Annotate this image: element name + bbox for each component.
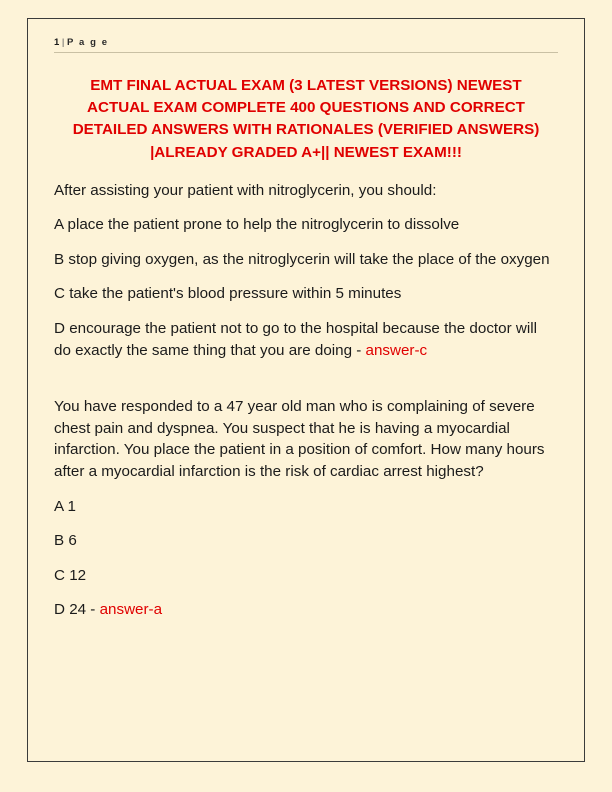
question-1-answer: answer-c — [365, 341, 428, 359]
question-1-stem: After assisting your patient with nitroglycerin, you should: — [54, 181, 437, 199]
question-2-stem: You have responded to a 47 year old man who is complaining of severe chest pain and dyspnea. You suspect that he is having a myocardial infarction. You place the patient in a position of comfort. How many hours after a myocardial infarction is the risk of cardiac arrest highest? — [54, 398, 545, 480]
question-2-option-d-text: D 24 - — [54, 601, 100, 619]
header-separator: | — [61, 37, 65, 48]
question-2-answer: answer-a — [99, 601, 163, 619]
page-content — [28, 19, 584, 621]
question-1-option-b: B stop giving oxygen, as the nitroglycerin will take the place of the oxygen — [54, 250, 550, 268]
section-gap — [54, 374, 558, 396]
document-title: EMT FINAL ACTUAL EXAM (3 LATEST VERSIONS) NEWEST ACTUAL EXAM COMPLETE 400 QUESTIONS AND CORRECT DETAILED ANSWERS WITH RATIONALES (VERIFIED ANSWERS) |ALREADY GRADED A+|| NEWEST EXAM!!! — [72, 77, 540, 161]
page-header — [54, 37, 558, 53]
question-2-option-a: A 1 — [54, 497, 76, 515]
question-2-option-c: C 12 — [54, 566, 87, 584]
header-page-number: 1 — [54, 37, 60, 48]
document-page — [27, 18, 585, 762]
question-2-option-d — [54, 599, 558, 621]
question-1-option-a: A place the patient prone to help the nitroglycerin to dissolve — [54, 216, 460, 234]
question-1-option-c: C take the patient's blood pressure within 5 minutes — [54, 285, 402, 303]
header-page-label: P a g e — [66, 37, 109, 48]
question-1-option-d-text: D encourage the patient not to go to the hospital because the doctor will do exactly the same thing that you are doing - — [54, 320, 537, 359]
question-2-option-b: B 6 — [54, 532, 77, 550]
question-1-option-d — [54, 318, 558, 361]
